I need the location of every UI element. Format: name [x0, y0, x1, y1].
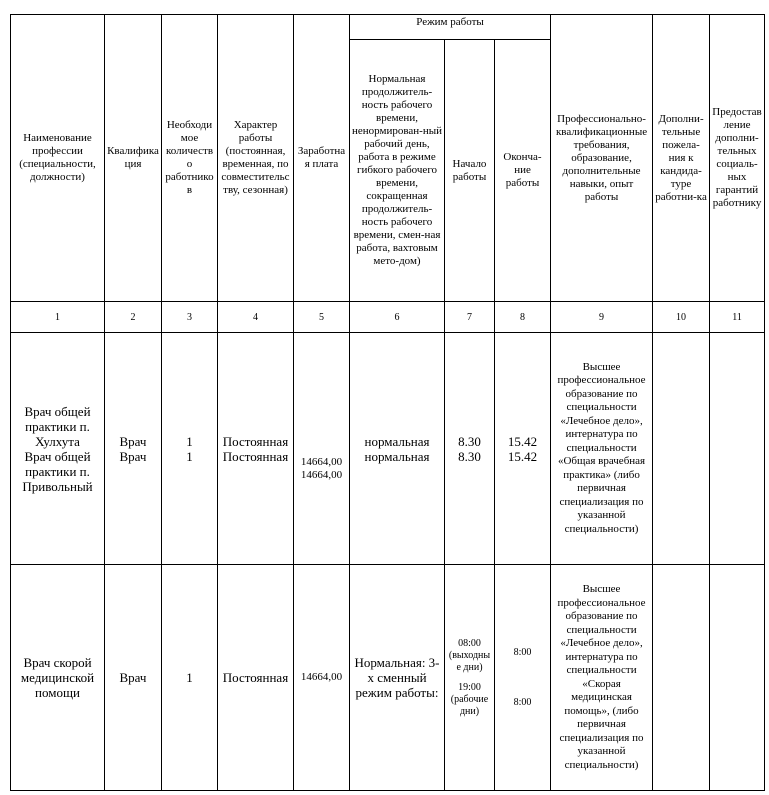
header-work-type: Характер работы (постоянная, временная, по совместительству, сезонная)	[218, 15, 294, 302]
row1-mode: нормальная	[364, 433, 430, 449]
col-num: 9	[551, 302, 653, 333]
row2-mode: нормальная	[364, 448, 430, 464]
row1-count: 1	[186, 433, 193, 449]
header-qualification: Квалификация	[105, 15, 162, 302]
row1-salary: 14664,00	[300, 455, 343, 468]
row2-work-type: Постоянная	[222, 448, 289, 464]
header-mode-description: Нормальная продолжитель-ность рабочего времени, ненормирован-ный рабочий день, работа в режиме гибкого рабочего времени, сокращенная продолжитель-ность рабочего времени, смен-ная работа, вахтовым мето-дом)	[350, 40, 445, 302]
header-work-mode: Режим работы	[350, 15, 551, 40]
row3-work-type: Постоянная	[218, 565, 294, 791]
row2-salary: 14664,00	[300, 468, 343, 481]
row2-qualification: Врач	[119, 448, 147, 464]
header-start: Начало работы	[445, 40, 495, 302]
table-row	[11, 565, 765, 791]
row1-work-type: Постоянная	[222, 433, 289, 449]
row3-wishes	[653, 565, 710, 791]
col-num: 4	[218, 302, 294, 333]
row1-start: 8.30	[458, 433, 481, 449]
row2-count: 1	[186, 448, 193, 464]
col-num: 7	[445, 302, 495, 333]
header-requirements: Профессионально-квалификационные требования, образование, дополнительные навыки, опыт работы	[551, 15, 653, 302]
row3-requirements: Высшее профессиональное образование по специальности «Лечебное дело», интернатура по специальности «Скорая медицинская помощь», (либо первичная специализация по указанной специальности)	[551, 565, 653, 791]
row1-end: 15.42	[507, 433, 538, 449]
row3-start	[445, 565, 495, 791]
row1-profession: Врач общей практики п. Хулхута	[24, 403, 91, 449]
vacancy-table	[10, 14, 765, 791]
row1-qualification: Врач	[119, 433, 147, 449]
row3-start1: 08:00	[458, 637, 481, 649]
header-count: Необходимое количество работников	[162, 15, 218, 302]
row3-start1-note: (выходные дни)	[448, 649, 491, 673]
row3-end2: 8:00	[513, 696, 532, 708]
header-row-1	[11, 15, 765, 40]
row3-mode: Нормальная: 3-х сменный режим работы:	[350, 565, 445, 791]
header-guarantees: Предоставление дополни-тельных социаль-ных гарантий работнику	[710, 15, 765, 302]
row2-start: 8.30	[458, 448, 481, 464]
row3-guarantees	[710, 565, 765, 791]
row1-wishes	[653, 333, 710, 565]
row3-start2: 19:00	[458, 681, 481, 693]
vacancy-table-page	[10, 14, 764, 791]
column-numbers-row	[11, 302, 765, 333]
row1-requirements: Высшее профессиональное образование по специальности «Лечебное дело», интернатура по специальности «Общая врачебная практика» (либо первичная специализация по указанной специальности)	[551, 333, 653, 565]
row3-profession: Врач скорой медицинской помощи	[11, 565, 105, 791]
row3-start2-note: (рабочие дни)	[450, 693, 489, 717]
header-wishes: Дополни-тельные пожела-ния к кандида-туре работни-ка	[653, 15, 710, 302]
header-salary: Заработная плата	[294, 15, 350, 302]
col-num: 2	[105, 302, 162, 333]
col-num: 5	[294, 302, 350, 333]
row3-qualification: Врач	[105, 565, 162, 791]
row3-count: 1	[162, 565, 218, 791]
row2-end: 15.42	[507, 448, 538, 464]
table-row	[11, 333, 765, 565]
row3-end	[495, 565, 551, 791]
header-end: Оконча-ние работы	[495, 40, 551, 302]
col-num: 6	[350, 302, 445, 333]
col-num: 8	[495, 302, 551, 333]
row1-guarantees	[710, 333, 765, 565]
col-num: 11	[710, 302, 765, 333]
row2-profession: Врач общей практики п. Привольный	[22, 448, 93, 494]
header-profession: Наименование профессии (специальности, должности)	[11, 15, 105, 302]
col-num: 1	[11, 302, 105, 333]
row3-end1: 8:00	[513, 646, 532, 658]
col-num: 10	[653, 302, 710, 333]
col-num: 3	[162, 302, 218, 333]
row3-salary: 14664,00	[294, 565, 350, 791]
